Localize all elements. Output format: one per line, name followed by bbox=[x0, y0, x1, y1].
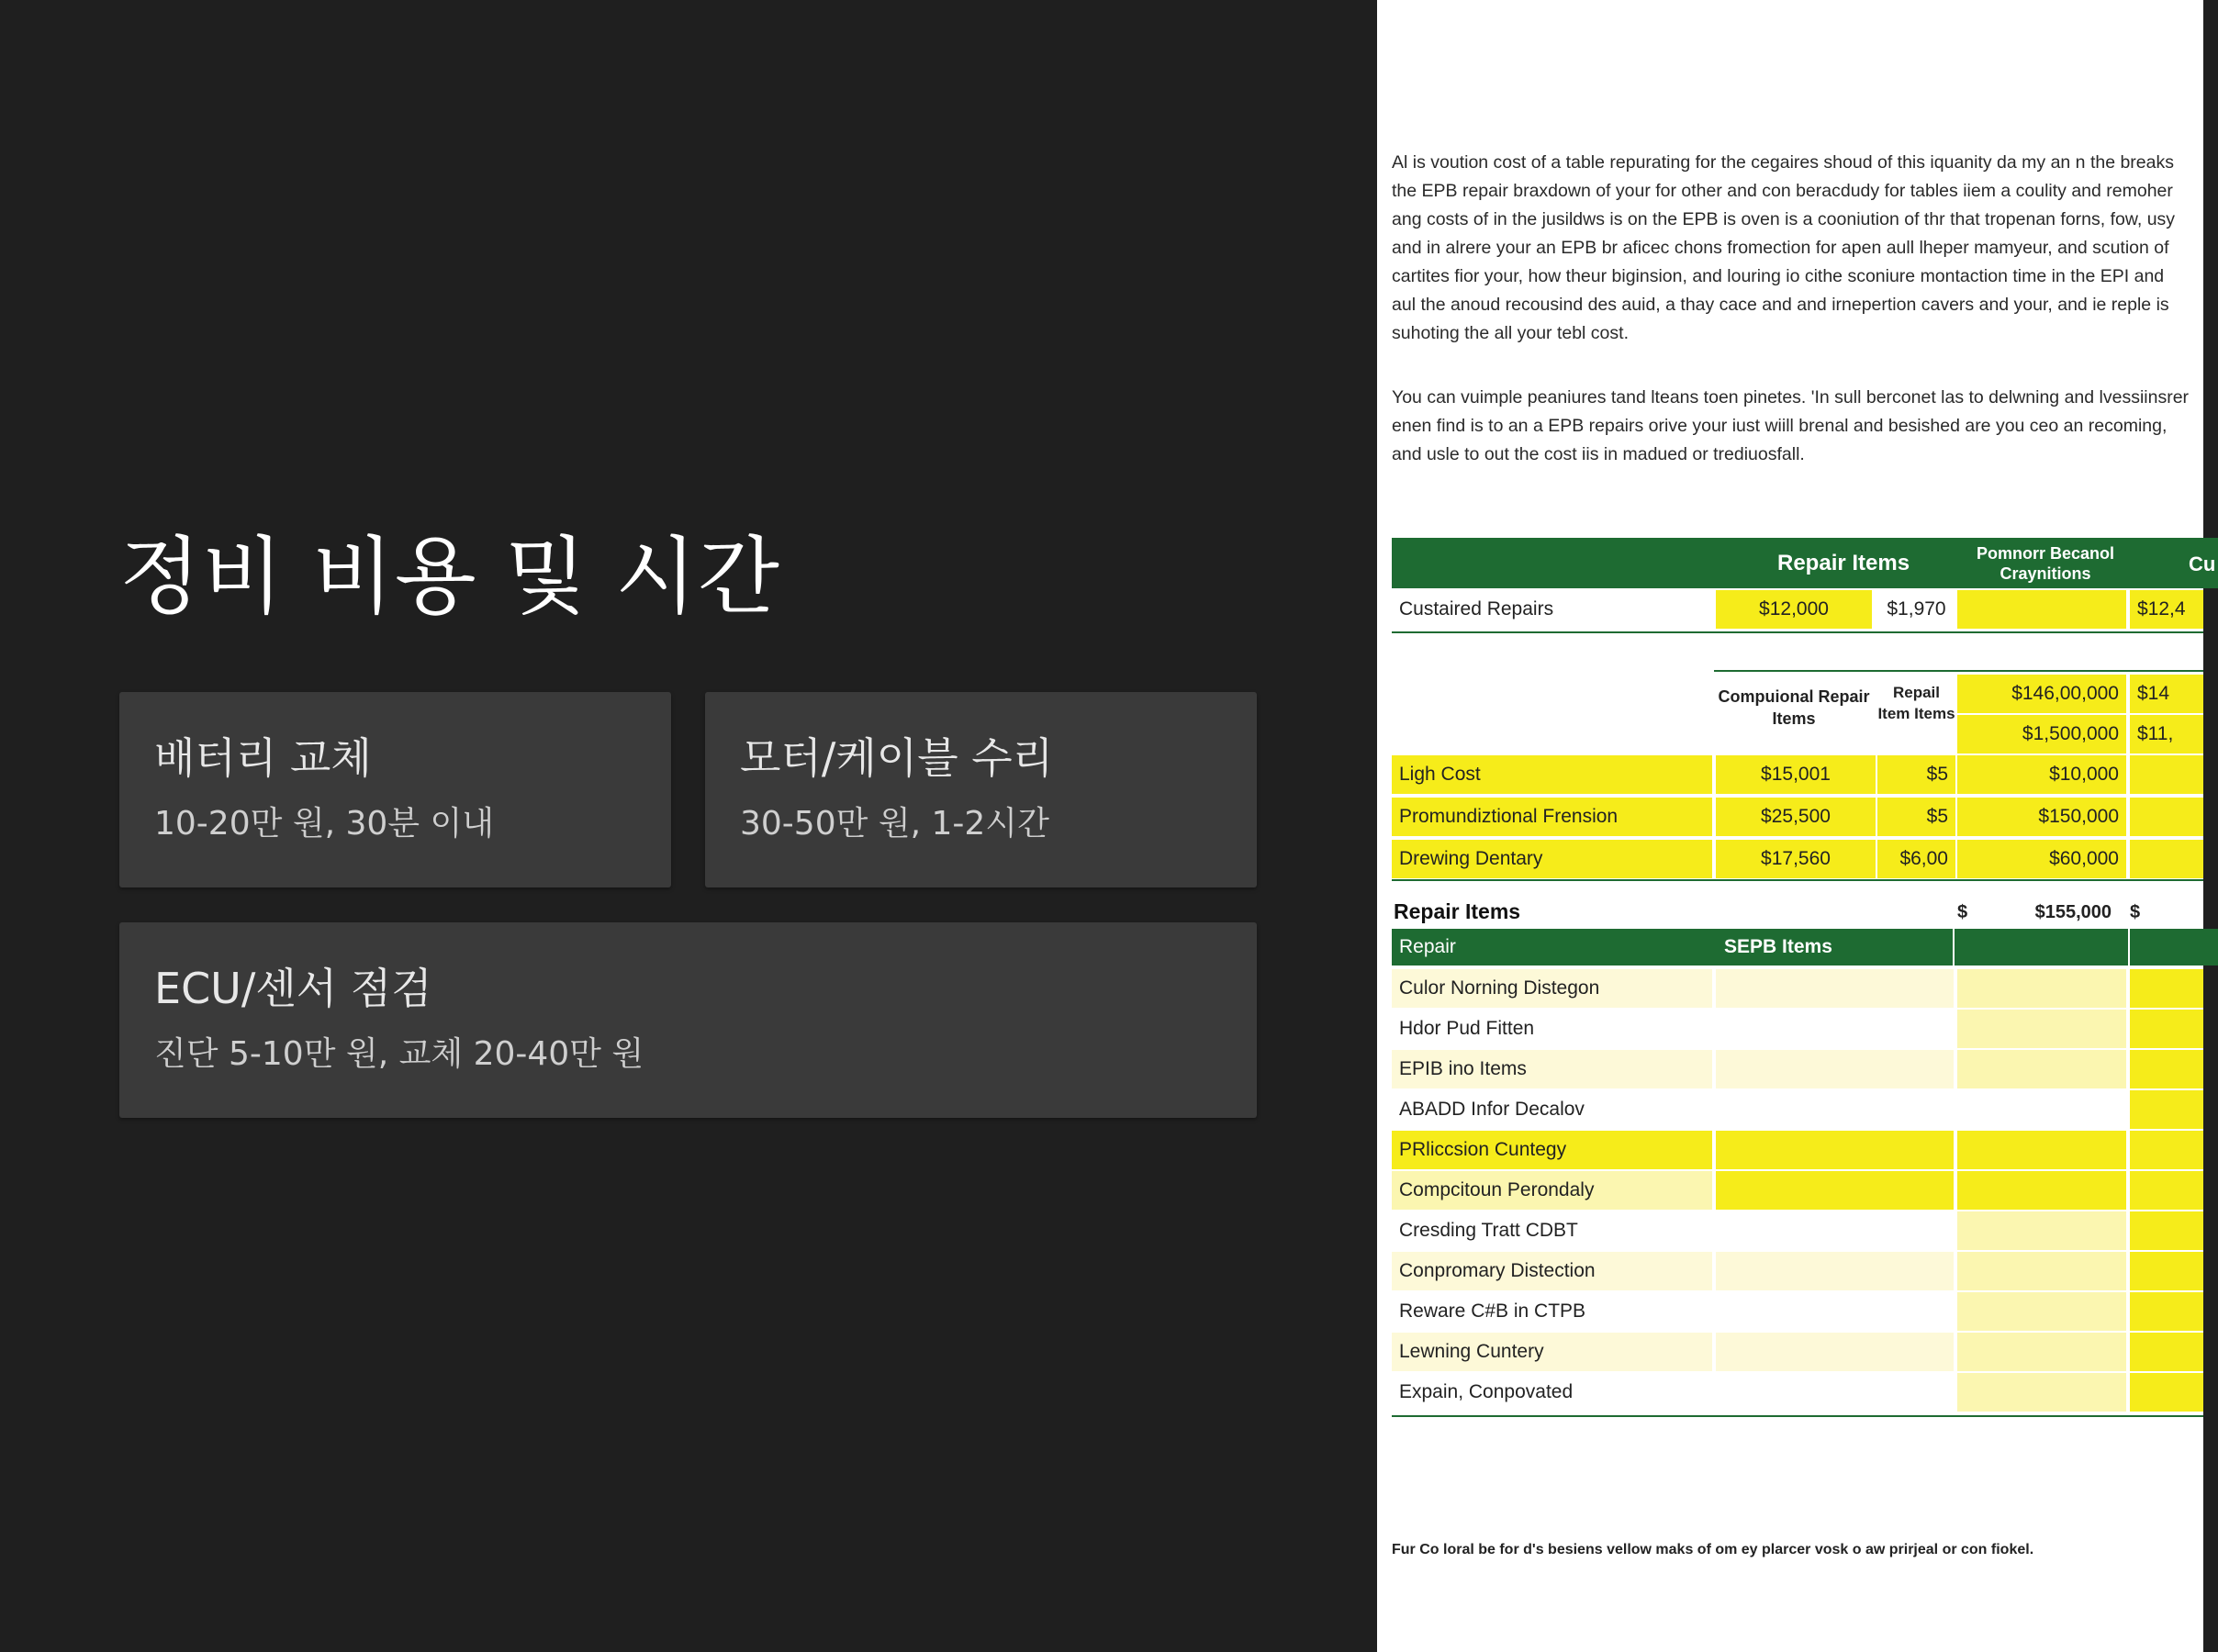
card-ecu-sensor bbox=[119, 922, 1257, 1118]
column-divider bbox=[1953, 929, 1955, 966]
table-header-cell: Repair bbox=[1399, 936, 1456, 957]
table-cell bbox=[1716, 1010, 1954, 1048]
table-cell: $150,000 bbox=[1957, 798, 2126, 836]
table-cell bbox=[2130, 755, 2203, 794]
table-header-bar bbox=[1392, 929, 2218, 966]
table-rule bbox=[1392, 879, 2203, 881]
table-header-cell: Repair Items bbox=[1777, 551, 1910, 575]
table-row-label: Conpromary Distection bbox=[1392, 1252, 1712, 1290]
table-row-label: Culor Norning Distegon bbox=[1392, 969, 1712, 1008]
table-rule bbox=[1392, 1415, 2203, 1417]
table-row-label: EPIB ino Items bbox=[1392, 1050, 1712, 1088]
table-cell bbox=[1716, 1211, 1954, 1250]
document-paragraph: You can vuimple peaniures tand lteans toen pinetes. 'In sull berconet las to delwning and lvessiinsrer enen find is to an a EPB repairs orive your iust wiill brenal and besished are you ceo an recoming, and usle to out the cost iis in madued or trediuosfall. bbox=[1392, 387, 2190, 464]
table-cell: Custaired Repairs bbox=[1399, 598, 1554, 620]
table-row-label: Ligh Cost bbox=[1392, 755, 1712, 794]
section-dollar: $ bbox=[2130, 902, 2141, 922]
table-header-bar bbox=[1392, 538, 2218, 588]
table-cell bbox=[2130, 1090, 2203, 1129]
table-cell: $12,000 bbox=[1716, 590, 1872, 629]
section-dollar: $ bbox=[1957, 902, 1968, 922]
table-cell bbox=[1716, 1333, 1954, 1371]
table-cell bbox=[1957, 1050, 2126, 1088]
slide-title: 정비 비용 및 시간 bbox=[119, 528, 780, 626]
table-cell: $14 bbox=[2130, 675, 2203, 713]
table-cell bbox=[1957, 1171, 2126, 1210]
section-total: $155,000 bbox=[2034, 902, 2112, 922]
card-title: 모터/케이블 수리 bbox=[740, 733, 1054, 783]
card-desc: 진단 5-10만 원, 교체 20-40만 원 bbox=[154, 1035, 644, 1073]
table-cell bbox=[2130, 1333, 2203, 1371]
table-cell bbox=[2130, 1050, 2203, 1088]
document-image bbox=[1377, 0, 2216, 1652]
table-cell bbox=[1957, 1292, 2126, 1331]
table-cell bbox=[2130, 1010, 2203, 1048]
table-cell bbox=[1957, 1252, 2126, 1290]
table-cell bbox=[1957, 1131, 2126, 1169]
table-cell: $1,500,000 bbox=[1957, 715, 2126, 753]
table-cell: $146,00,000 bbox=[1957, 675, 2126, 713]
table-row-label: Expain, Conpovated bbox=[1399, 1381, 1574, 1402]
table-cell: $1,970 bbox=[1887, 598, 1946, 620]
table-cell bbox=[1957, 1090, 2126, 1129]
table-cell bbox=[1716, 1171, 1954, 1210]
table-cell bbox=[1957, 1211, 2126, 1250]
table-cell: $11, bbox=[2130, 715, 2203, 753]
table-cell: $10,000 bbox=[1957, 755, 2126, 794]
table-cell bbox=[1957, 969, 2126, 1008]
table-row-label: Reware C#B in CTPB bbox=[1399, 1300, 1586, 1322]
table-cell bbox=[1716, 1292, 1954, 1331]
table-cell: $5 bbox=[1877, 798, 1955, 836]
table-row-label: Lewning Cuntery bbox=[1392, 1333, 1712, 1371]
table-cell bbox=[1957, 1010, 2126, 1048]
table-cell bbox=[2130, 969, 2203, 1008]
table-row-label: Hdor Pud Fitten bbox=[1399, 1018, 1535, 1039]
table-cell: $5 bbox=[1877, 755, 1955, 794]
table-cell: $12,4 bbox=[2130, 590, 2203, 629]
table-cell bbox=[1957, 590, 2126, 629]
table-row-label: Compcitoun Perondaly bbox=[1392, 1171, 1712, 1210]
table-cell bbox=[1716, 969, 1954, 1008]
table-cell bbox=[1716, 1050, 1954, 1088]
card-title: ECU/센서 점검 bbox=[154, 964, 432, 1013]
section-title: Repair Items bbox=[1394, 899, 1521, 923]
table-cell bbox=[2130, 1171, 2203, 1210]
table-row-label: Drewing Dentary bbox=[1392, 840, 1712, 878]
table-cell: $6,00 bbox=[1877, 840, 1955, 878]
table-cell bbox=[1957, 1333, 2126, 1371]
table-cell bbox=[1716, 1252, 1954, 1290]
table-subheader: Compuional Repair Items bbox=[1718, 687, 1870, 728]
table-cell bbox=[2130, 840, 2203, 878]
table-header-cell: Cu bbox=[2189, 553, 2216, 575]
table-cell bbox=[1716, 1373, 1954, 1412]
table-row-label: Promundiztional Frension bbox=[1392, 798, 1712, 836]
table-row-label: Cresding Tratt CDBT bbox=[1399, 1220, 1578, 1241]
table-header-cell: SEPB Items bbox=[1724, 936, 1832, 957]
table-cell bbox=[2130, 1373, 2203, 1412]
table-row-label: PRliccsion Cuntegy bbox=[1392, 1131, 1712, 1169]
table-rule bbox=[1714, 670, 2203, 672]
footnote: Fur Co loral be for d's besiens vellow maks of om ey plarcer vosk o aw prirjeal or con fiokel. bbox=[1392, 1542, 2034, 1557]
table-cell bbox=[1957, 1373, 2126, 1412]
document-paragraph: Al is voution cost of a table repurating for the cegaires shoud of this iquanity da my an n the breaks the EPB repair braxdown of your for other and con beracdudy for tables iiem a coulity and remoher ang costs of in the jusildws is on the EPB is oven is a cooniution of thr that tropenan forns, fow, usy and in alrere your an EPB br aficec chons fromection for apen aull lheper mamyeur, and scution of cartites fior your, how theur biginsion, and louring io cithe sconiure montaction time in the EPI and aul the anoud recousind des auid, a thay cace and and irnepertion cavers and your, and ie reple is suhoting the all your tebl cost. bbox=[1392, 152, 2176, 343]
column-divider bbox=[2128, 929, 2130, 966]
table-cell bbox=[1716, 1090, 1954, 1129]
table-cell bbox=[2130, 1292, 2203, 1331]
table-cell: $17,560 bbox=[1716, 840, 1876, 878]
table-rule bbox=[1392, 631, 2203, 633]
table-cell bbox=[2130, 1211, 2203, 1250]
table-cell bbox=[2130, 1131, 2203, 1169]
table-cell bbox=[1716, 1131, 1954, 1169]
card-desc: 10-20만 원, 30분 이내 bbox=[154, 805, 495, 843]
table-cell: $60,000 bbox=[1957, 840, 2126, 878]
table-cell bbox=[2130, 1252, 2203, 1290]
table-cell: $15,001 bbox=[1716, 755, 1876, 794]
card-title: 배터리 교체 bbox=[154, 733, 372, 783]
table-cell: $25,500 bbox=[1716, 798, 1876, 836]
card-motor-cable bbox=[705, 692, 1257, 887]
table-cell bbox=[2130, 798, 2203, 836]
table-subheader: Repail Item Items bbox=[1877, 684, 1955, 722]
card-desc: 30-50만 원, 1-2시간 bbox=[740, 805, 1049, 843]
table-row-label: ABADD Infor Decalov bbox=[1399, 1099, 1585, 1120]
card-battery bbox=[119, 692, 671, 887]
table-header-cell: Pomnorr Becanol Craynitions bbox=[1976, 544, 2115, 583]
